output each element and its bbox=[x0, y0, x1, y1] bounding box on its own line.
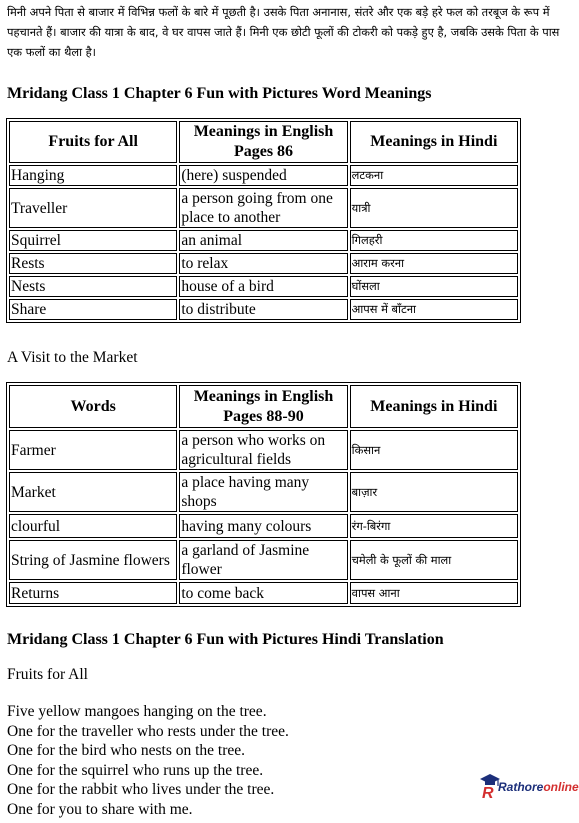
visit-market-table bbox=[6, 382, 521, 607]
table1-row bbox=[9, 188, 518, 228]
poem-line: One for the traveller who rests under the tree. bbox=[7, 722, 289, 740]
table1-cell-english: (here) suspended bbox=[179, 165, 347, 186]
table1-cell-word: Squirrel bbox=[9, 230, 177, 251]
table1-cell-hindi: गिलहरी bbox=[350, 230, 518, 251]
table2-cell-word: Farmer bbox=[9, 430, 177, 470]
poem-line: One for the squirrel who runs up the tree. bbox=[7, 761, 264, 779]
table1-header-hindi: Meanings in Hindi bbox=[350, 121, 518, 163]
table1-row bbox=[9, 165, 518, 186]
table2-header-english: Meanings in English Pages 88-90 bbox=[179, 385, 347, 428]
poem-line: One for you to share with me. bbox=[7, 800, 193, 818]
table1-row bbox=[9, 230, 518, 251]
table1-cell-hindi: लटकना bbox=[350, 165, 518, 186]
table2-cell-word: clourful bbox=[9, 514, 177, 538]
table1-row bbox=[9, 299, 518, 320]
table1-cell-hindi: घोंसला bbox=[350, 276, 518, 297]
poem bbox=[7, 702, 289, 820]
table1-cell-english: to distribute bbox=[179, 299, 347, 320]
table1-cell-english: house of a bird bbox=[179, 276, 347, 297]
svg-text:R: R bbox=[482, 785, 494, 802]
poem-line: One for the rabbit who lives under the tree. bbox=[7, 781, 275, 799]
table2-row bbox=[9, 430, 518, 470]
table2-cell-hindi: रंग-बिरंगा bbox=[350, 514, 518, 538]
poem-line: Five yellow mangoes hanging on the tree. bbox=[7, 703, 267, 720]
table1-header-english: Meanings in English Pages 86 bbox=[179, 121, 347, 163]
table2-cell-english: having many colours bbox=[179, 514, 347, 538]
table2-header-word: Words bbox=[9, 385, 177, 428]
table1-row bbox=[9, 253, 518, 274]
table1-header-word: Fruits for All bbox=[9, 121, 177, 163]
table1-row bbox=[9, 276, 518, 297]
table1-cell-hindi: यात्री bbox=[350, 188, 518, 228]
logo-wordmark bbox=[498, 780, 579, 794]
table2-cell-hindi: वापस आना bbox=[350, 582, 518, 604]
table1-cell-english: an animal bbox=[179, 230, 347, 251]
table2-header-hindi: Meanings in Hindi bbox=[350, 385, 518, 428]
table1-cell-hindi: आराम करना bbox=[350, 253, 518, 274]
table1-cell-word: Hanging bbox=[9, 165, 177, 186]
hindi-translation-heading: Mridang Class 1 Chapter 6 Fun with Pictures Hindi Translation bbox=[7, 631, 444, 648]
table2-cell-word: Returns bbox=[9, 582, 177, 604]
table2-row bbox=[9, 582, 518, 604]
table1-cell-english: a person going from one place to another bbox=[179, 188, 347, 228]
table2-row bbox=[9, 472, 518, 512]
table2-cell-hindi: चमेली के फूलों की माला bbox=[350, 540, 518, 580]
visit-market-subheading: A Visit to the Market bbox=[7, 349, 138, 366]
table1-cell-word: Share bbox=[9, 299, 177, 320]
table2-cell-english: a place having many shops bbox=[179, 472, 347, 512]
fruits-for-all-subheading: Fruits for All bbox=[7, 666, 88, 683]
table2-cell-hindi: किसान bbox=[350, 430, 518, 470]
table2-cell-word: String of Jasmine flowers bbox=[9, 540, 177, 580]
rathore-online-logo bbox=[478, 770, 579, 806]
table2-row bbox=[9, 540, 518, 580]
table2-cell-word: Market bbox=[9, 472, 177, 512]
table1-cell-word: Traveller bbox=[9, 188, 177, 228]
poem-line: One for the bird who nests on the tree. bbox=[7, 742, 246, 760]
table1-cell-word: Rests bbox=[9, 253, 177, 274]
table2-cell-english: a garland of Jasmine flower bbox=[179, 540, 347, 580]
intro-hindi-paragraph: मिनी अपने पिता से बाजार में विभिन्न फलों के बारे में पूछती है। उसके पिता अनानास, संतरे और एक बड़े हरे फल को तरबूज के रूप में पहचानते हैं। बाजार की यात्रा के बाद, वे घर वापस जाते हैं। मिनी एक छोटी फूलों की टोकरी को पकड़े हुए है, जबकि उसके पिता के पास एक फलों का थैला है। bbox=[7, 5, 560, 59]
table1-cell-word: Nests bbox=[9, 276, 177, 297]
table1-cell-english: to relax bbox=[179, 253, 347, 274]
word-meanings-heading: Mridang Class 1 Chapter 6 Fun with Pictures Word Meanings bbox=[7, 85, 432, 102]
table2-cell-english: to come back bbox=[179, 582, 347, 604]
table1-cell-hindi: आपस में बाँटना bbox=[350, 299, 518, 320]
logo-name-part1: Rathore bbox=[498, 780, 544, 794]
fruits-for-all-table bbox=[6, 118, 521, 323]
table2-cell-hindi: बाज़ार bbox=[350, 472, 518, 512]
logo-name-part2: online bbox=[543, 780, 579, 794]
table2-row bbox=[9, 514, 518, 538]
table2-cell-english: a person who works on agricultural fields bbox=[179, 430, 347, 470]
